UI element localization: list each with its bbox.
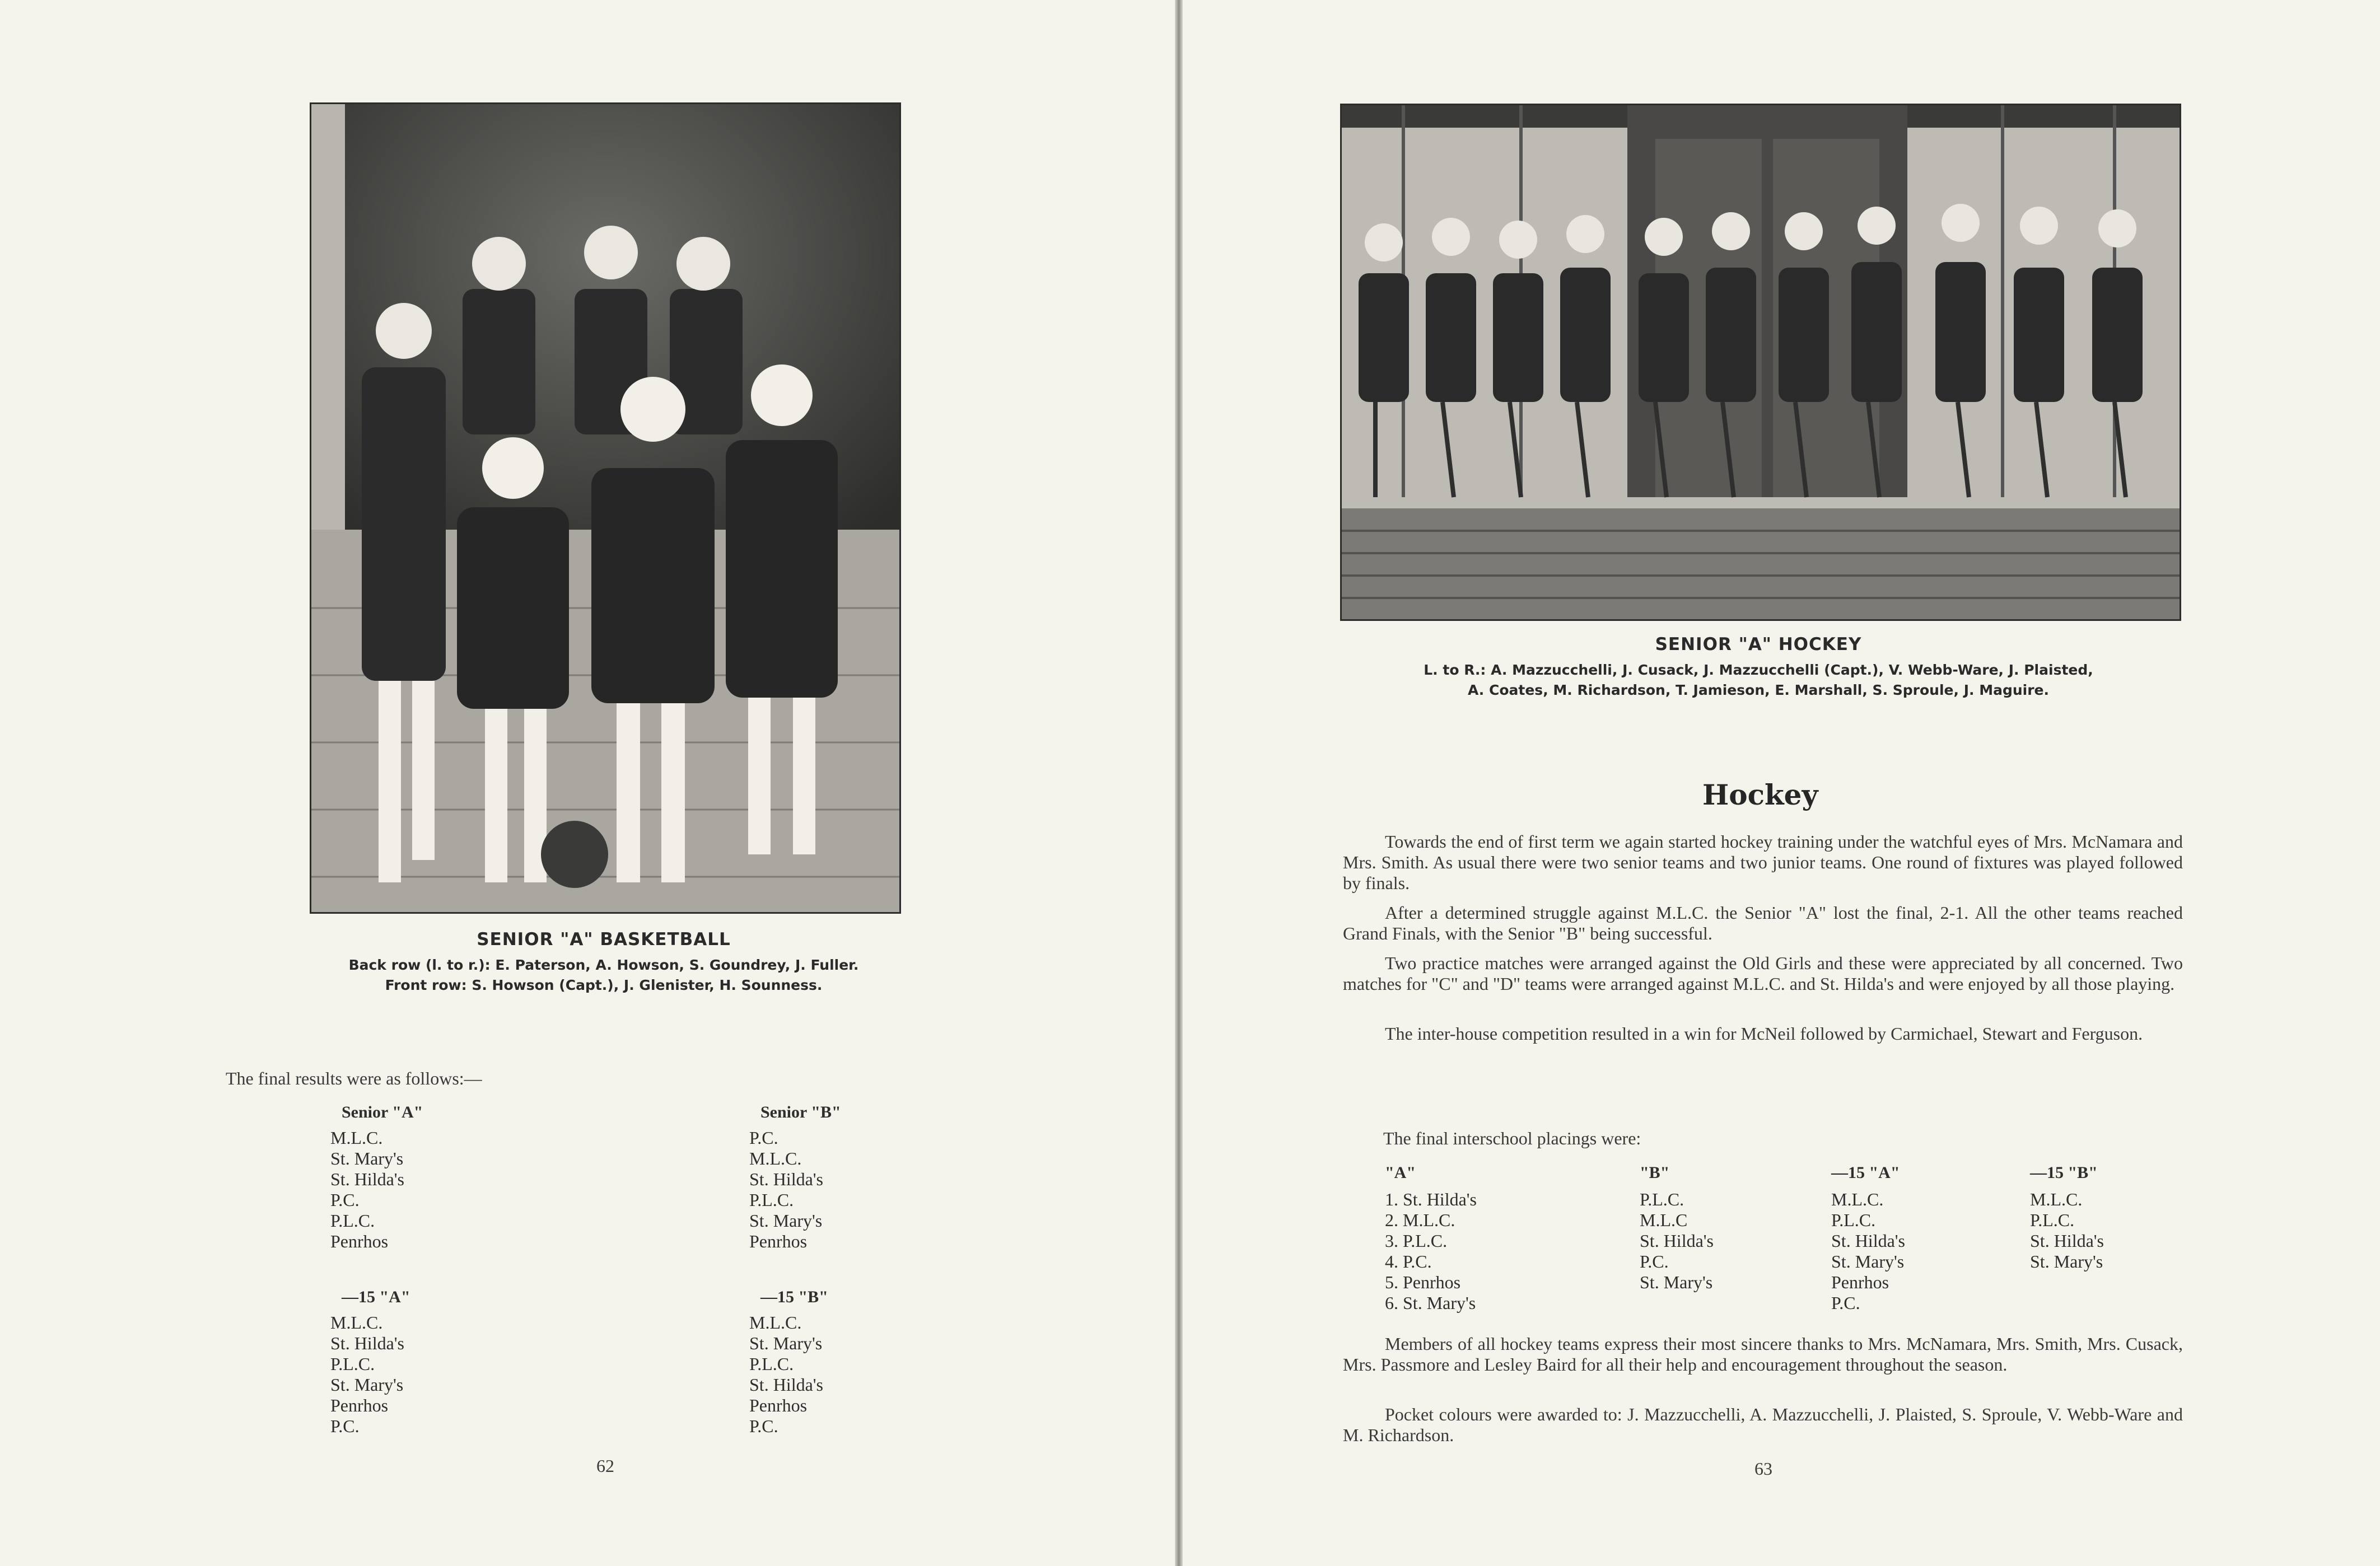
caption-line: A. Coates, M. Richardson, T. Jamieson, E. Marshall, S. Sproule, J. Maguire. (1468, 682, 2049, 698)
placings-column (2030, 1163, 2104, 1272)
book-gutter (1175, 0, 1183, 1566)
list-item: Penrhos (330, 1231, 389, 1251)
list-item: P.L.C. (2030, 1210, 2075, 1230)
column-heading: "A" (1385, 1163, 1416, 1182)
paragraph: Pocket colours were awarded to: J. Mazzucchelli, A. Mazzucchelli, J. Plaisted, S. Sproule, V. Webb-Ware and M. Richardson. (1343, 1404, 2183, 1445)
column-heading: —15 "A" (342, 1288, 410, 1306)
column-heading: "B" (1640, 1163, 1670, 1182)
list-item: 5. Penrhos (1385, 1272, 1461, 1292)
list-item: St. Mary's (1640, 1272, 1713, 1292)
paragraph: After a determined struggle against M.L.C. the Senior "A" lost the final, 2-1. All the other teams reached Grand Finals, with the Senior "B" being successful. (1343, 903, 2183, 943)
list-item: St. Hilda's (330, 1169, 404, 1189)
caption-title: SENIOR "A" BASKETBALL (477, 929, 731, 950)
left-page (0, 0, 1175, 1566)
list-item: St. Mary's (1831, 1251, 1905, 1272)
list-item: M.L.C. (2030, 1189, 2083, 1209)
results-column (330, 1288, 566, 1437)
caption-line: L. to R.: A. Mazzucchelli, J. Cusack, J. Mazzucchelli (Capt.), V. Webb-Ware, J. Plaisted, (1424, 662, 2093, 678)
paragraph: The inter-house competition resulted in a win for McNeil followed by Carmichael, Stewart and Ferguson. (1385, 1023, 2143, 1044)
list-item: St. Hilda's (330, 1333, 404, 1353)
section-heading: Hockey (1702, 778, 1818, 811)
basketball-team-photo (310, 102, 901, 914)
page-number: 62 (596, 1456, 614, 1476)
list-item: M.L.C. (1831, 1189, 1884, 1209)
list-item: P.L.C. (330, 1210, 375, 1231)
list-item: Penrhos (749, 1395, 808, 1415)
list-item: P.C. (330, 1190, 360, 1210)
page-number: 63 (1754, 1459, 1772, 1479)
paragraph: Members of all hockey teams express their most sincere thanks to Mrs. McNamara, Mrs. Smith, Mrs. Cusack, Mrs. Passmore and Lesley Baird for all their help and encouragement throughout the season. (1343, 1334, 2183, 1375)
column-heading: —15 "A" (1831, 1163, 1900, 1182)
list-item: P.L.C. (330, 1354, 375, 1374)
list-item: P.L.C. (1640, 1189, 1684, 1209)
results-intro: The final results were as follows:— (226, 1068, 482, 1088)
list-item: M.L.C (1640, 1210, 1688, 1230)
list-item: 3. P.L.C. (1385, 1231, 1448, 1251)
paragraph: Two practice matches were arranged against the Old Girls and these were appreciated by all concerned. Two matches for "C" and "D" teams were arranged against M.L.C. and St. Hilda's and were enjoyed by all those playing. (1343, 953, 2183, 994)
hockey-caption (1333, 634, 2184, 700)
paragraph: Towards the end of first term we again started hockey training under the watchful eyes of Mrs. McNamara and Mrs. Smith. As usual there were two senior teams and two junior teams. One round of fixtures was played followed by finals. (1343, 831, 2183, 893)
caption-line: Front row: S. Howson (Capt.), J. Glenister, H. Sounness. (385, 977, 823, 993)
list-item: M.L.C. (330, 1312, 383, 1333)
list-item: M.L.C. (330, 1128, 383, 1148)
list-item: St. Hilda's (749, 1375, 823, 1395)
list-item: St. Hilda's (749, 1169, 823, 1189)
list-item: St. Mary's (749, 1333, 823, 1353)
column-heading: Senior "A" (342, 1103, 423, 1121)
list-item: P.C. (1640, 1251, 1669, 1272)
placings-column (1831, 1163, 1905, 1313)
list-item: P.L.C. (749, 1354, 794, 1374)
column-heading: —15 "B" (760, 1288, 828, 1306)
list-item: P.C. (749, 1416, 778, 1436)
basketball-caption (310, 929, 898, 995)
results-column (749, 1103, 984, 1252)
list-item: M.L.C. (749, 1148, 802, 1168)
list-item: St. Hilda's (1831, 1231, 1905, 1251)
caption-title: SENIOR "A" HOCKEY (1655, 634, 1862, 655)
list-item: St. Mary's (2030, 1251, 2103, 1272)
list-item: M.L.C. (749, 1312, 802, 1333)
list-item: St. Mary's (749, 1210, 823, 1231)
column-heading: —15 "B" (2030, 1163, 2098, 1182)
list-item: St. Hilda's (2030, 1231, 2104, 1251)
column-heading: Senior "B" (760, 1103, 841, 1121)
list-item: P.C. (330, 1416, 360, 1436)
placings-column (1385, 1163, 1477, 1313)
list-item: P.L.C. (749, 1190, 794, 1210)
list-item: P.L.C. (1831, 1210, 1876, 1230)
list-item: Penrhos (1831, 1272, 1889, 1292)
results-column (749, 1288, 984, 1437)
placings-intro: The final interschool placings were: (1383, 1128, 1641, 1148)
caption-line: Back row (l. to r.): E. Paterson, A. Howson, S. Goundrey, J. Fuller. (348, 957, 859, 973)
list-item: P.C. (749, 1128, 778, 1148)
results-column (330, 1103, 566, 1252)
list-item: St. Mary's (330, 1148, 404, 1168)
placings-column (1640, 1163, 1714, 1293)
list-item: P.C. (1831, 1293, 1860, 1313)
list-item: St. Mary's (330, 1375, 404, 1395)
list-item: St. Hilda's (1640, 1231, 1714, 1251)
list-item: 6. St. Mary's (1385, 1293, 1476, 1313)
hockey-team-photo (1340, 104, 2181, 621)
list-item: 1. St. Hilda's (1385, 1189, 1477, 1209)
list-item: 4. P.C. (1385, 1251, 1432, 1272)
list-item: Penrhos (330, 1395, 389, 1415)
list-item: Penrhos (749, 1231, 808, 1251)
list-item: 2. M.L.C. (1385, 1210, 1455, 1230)
